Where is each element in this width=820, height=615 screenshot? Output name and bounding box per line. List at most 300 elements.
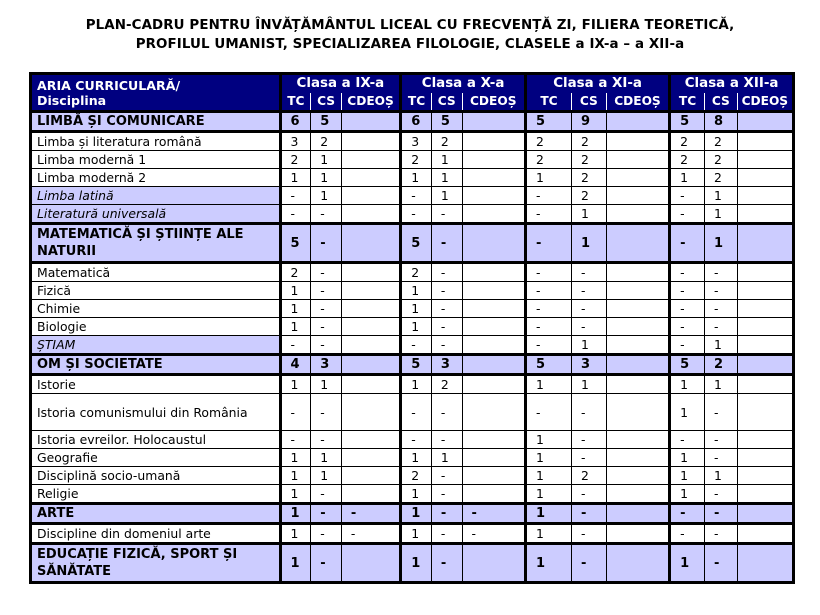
discipline-label: Literatură universală	[31, 205, 281, 224]
discipline-row	[31, 524, 794, 544]
discipline-row	[31, 318, 794, 336]
hours-cell: 5	[280, 224, 311, 263]
hours-cell: -	[280, 394, 311, 431]
hours-cell: -	[704, 524, 737, 544]
hours-cell: -	[704, 431, 737, 449]
hours-cell: 1	[280, 318, 311, 336]
hours-cell: -	[704, 485, 737, 504]
hours-cell	[462, 205, 525, 224]
hours-cell: -	[670, 282, 705, 300]
hours-cell: 2	[704, 151, 737, 169]
hours-cell: 2	[431, 132, 462, 151]
hours-cell: -	[311, 394, 342, 431]
hours-cell	[606, 485, 669, 504]
discipline-row	[31, 132, 794, 151]
hours-cell: 1	[311, 151, 342, 169]
hours-cell	[606, 467, 669, 485]
hours-cell: 1	[280, 282, 311, 300]
hours-cell: 1	[525, 449, 571, 467]
hours-cell	[737, 205, 793, 224]
hours-cell: -	[311, 300, 342, 318]
hours-cell: 1	[670, 449, 705, 467]
hours-cell	[462, 187, 525, 205]
hours-cell: -	[525, 224, 571, 263]
hours-cell: 1	[401, 504, 432, 524]
hours-cell	[606, 151, 669, 169]
hours-cell: 1	[401, 375, 432, 394]
title-line-1: PLAN-CADRU PENTRU ÎNVĂȚĂMÂNTUL LICEAL CU FRECVENȚĂ ZI, FILIERA TEORETICĂ,	[85, 18, 735, 33]
hours-cell: 2	[571, 169, 606, 187]
hours-cell: 2	[525, 151, 571, 169]
discipline-row	[31, 336, 794, 355]
hours-cell	[462, 132, 525, 151]
hours-cell: -	[670, 524, 705, 544]
hours-cell: -	[280, 187, 311, 205]
hours-cell	[606, 544, 669, 583]
hours-cell: 3	[311, 355, 342, 375]
hours-cell: -	[401, 394, 432, 431]
hours-cell: -	[571, 282, 606, 300]
hours-cell: 1	[311, 375, 342, 394]
hours-cell: 1	[401, 300, 432, 318]
hours-cell	[737, 524, 793, 544]
hours-cell: -	[431, 524, 462, 544]
hours-cell: -	[571, 263, 606, 282]
discipline-label: Biologie	[31, 318, 281, 336]
hours-cell: -	[525, 187, 571, 205]
hours-cell	[737, 318, 793, 336]
hours-cell: -	[704, 263, 737, 282]
hours-cell	[606, 300, 669, 318]
hours-cell	[737, 112, 793, 132]
curricular-area-label: MATEMATICĂ ȘI ȘTIINȚE ALE NATURII	[31, 224, 281, 263]
discipline-row	[31, 263, 794, 282]
discipline-label: Disciplină socio-umană	[31, 467, 281, 485]
hours-cell	[606, 282, 669, 300]
hours-cell: 2	[571, 187, 606, 205]
hours-cell: 5	[525, 355, 571, 375]
hours-cell	[341, 449, 400, 467]
hours-cell: -	[401, 205, 432, 224]
hours-cell: 1	[280, 524, 311, 544]
hours-cell	[737, 300, 793, 318]
hours-cell: -	[670, 336, 705, 355]
header-subcol-cdeoș: CDEOȘ	[462, 93, 525, 112]
discipline-row	[31, 375, 794, 394]
hours-cell: 1	[525, 467, 571, 485]
hours-cell: -	[571, 524, 606, 544]
hours-cell: 1	[431, 169, 462, 187]
hours-cell: 1	[401, 318, 432, 336]
curricular-area-row	[31, 504, 794, 524]
hours-cell	[341, 169, 400, 187]
hours-cell	[341, 300, 400, 318]
header-subcol-tc: TC	[401, 93, 432, 112]
hours-cell: -	[431, 394, 462, 431]
hours-cell	[737, 224, 793, 263]
hours-cell	[462, 282, 525, 300]
hours-cell	[737, 394, 793, 431]
hours-cell	[341, 355, 400, 375]
hours-cell	[606, 431, 669, 449]
hours-cell: 5	[670, 355, 705, 375]
discipline-label: Limba modernă 2	[31, 169, 281, 187]
hours-cell	[341, 394, 400, 431]
hours-cell: -	[431, 336, 462, 355]
hours-cell: -	[525, 318, 571, 336]
header-group-xi: Clasa a XI-a	[525, 74, 669, 94]
hours-cell	[606, 336, 669, 355]
hours-cell: 5	[311, 112, 342, 132]
hours-cell	[737, 467, 793, 485]
hours-cell: -	[462, 524, 525, 544]
hours-cell: 2	[401, 151, 432, 169]
header-aria: ARIA CURRICULARĂ/	[31, 74, 281, 94]
discipline-row	[31, 282, 794, 300]
hours-cell: 1	[704, 375, 737, 394]
hours-cell: 1	[670, 169, 705, 187]
discipline-label: Limba latină	[31, 187, 281, 205]
hours-cell: -	[280, 205, 311, 224]
hours-cell	[737, 282, 793, 300]
hours-cell: -	[431, 282, 462, 300]
hours-cell: -	[670, 318, 705, 336]
hours-cell: 1	[525, 544, 571, 583]
hours-cell: -	[431, 300, 462, 318]
hours-cell: -	[431, 205, 462, 224]
hours-cell: -	[670, 504, 705, 524]
hours-cell: 5	[670, 112, 705, 132]
hours-cell: -	[401, 187, 432, 205]
hours-cell: -	[525, 205, 571, 224]
discipline-label: Istoria evreilor. Holocaustul	[31, 431, 281, 449]
hours-cell	[737, 132, 793, 151]
hours-cell: -	[431, 263, 462, 282]
title-line-2: PROFILUL UMANIST, SPECIALIZAREA FILOLOGIE, CLASELE a IX-a – a XII-a	[135, 37, 685, 52]
hours-cell: 1	[704, 187, 737, 205]
hours-cell	[462, 544, 525, 583]
hours-cell: 1	[280, 375, 311, 394]
hours-cell: 1	[311, 187, 342, 205]
hours-cell: -	[571, 318, 606, 336]
hours-cell: 1	[571, 375, 606, 394]
header-subcol-cs: CS	[704, 93, 737, 112]
hours-cell	[462, 318, 525, 336]
hours-cell: -	[280, 431, 311, 449]
hours-cell: 4	[280, 355, 311, 375]
hours-cell	[737, 449, 793, 467]
hours-cell: -	[431, 544, 462, 583]
hours-cell	[341, 132, 400, 151]
discipline-label: Fizică	[31, 282, 281, 300]
hours-cell	[462, 151, 525, 169]
hours-cell: 2	[280, 263, 311, 282]
hours-cell: -	[341, 504, 400, 524]
hours-cell: -	[571, 485, 606, 504]
hours-cell: -	[462, 504, 525, 524]
hours-cell: -	[311, 524, 342, 544]
discipline-row	[31, 394, 794, 431]
curricular-area-label: LIMBĂ ȘI COMUNICARE	[31, 112, 281, 132]
hours-cell: -	[311, 263, 342, 282]
hours-cell: 9	[571, 112, 606, 132]
header-subcol-tc: TC	[280, 93, 311, 112]
hours-cell: 3	[280, 132, 311, 151]
hours-cell: 1	[525, 169, 571, 187]
discipline-label: Religie	[31, 485, 281, 504]
header-subcol-tc: TC	[670, 93, 705, 112]
curricular-area-label: OM ȘI SOCIETATE	[31, 355, 281, 375]
hours-cell: 2	[670, 151, 705, 169]
hours-cell: 2	[571, 132, 606, 151]
hours-cell: -	[571, 431, 606, 449]
hours-cell	[462, 467, 525, 485]
hours-cell: -	[670, 300, 705, 318]
hours-cell: -	[704, 504, 737, 524]
header-subcol-tc: TC	[525, 93, 571, 112]
hours-cell: 1	[401, 169, 432, 187]
hours-cell	[462, 169, 525, 187]
curricular-area-row	[31, 112, 794, 132]
hours-cell: -	[311, 431, 342, 449]
hours-cell	[462, 394, 525, 431]
hours-cell: 2	[311, 132, 342, 151]
hours-cell: -	[311, 504, 342, 524]
header-subcol-cs: CS	[311, 93, 342, 112]
hours-cell: 3	[431, 355, 462, 375]
discipline-row	[31, 151, 794, 169]
page-title	[0, 16, 820, 54]
hours-cell: 6	[401, 112, 432, 132]
hours-cell: 2	[431, 375, 462, 394]
hours-cell	[462, 224, 525, 263]
header-group-xii: Clasa a XII-a	[670, 74, 794, 94]
hours-cell: 1	[280, 544, 311, 583]
hours-cell: 1	[525, 431, 571, 449]
curricular-area-row	[31, 355, 794, 375]
hours-cell: 8	[704, 112, 737, 132]
hours-cell: 1	[280, 449, 311, 467]
discipline-row	[31, 169, 794, 187]
discipline-row	[31, 467, 794, 485]
hours-cell: 2	[280, 151, 311, 169]
hours-cell: -	[571, 449, 606, 467]
hours-cell: -	[431, 224, 462, 263]
hours-cell: -	[670, 205, 705, 224]
hours-cell: 2	[704, 169, 737, 187]
hours-cell: -	[670, 224, 705, 263]
hours-cell	[606, 355, 669, 375]
hours-cell	[606, 169, 669, 187]
hours-cell: 1	[525, 485, 571, 504]
hours-cell: 1	[704, 205, 737, 224]
hours-cell: -	[431, 318, 462, 336]
hours-cell	[606, 524, 669, 544]
discipline-label: Limba și literatura română	[31, 132, 281, 151]
hours-cell: 1	[311, 449, 342, 467]
hours-cell: 1	[280, 169, 311, 187]
hours-cell: 1	[704, 467, 737, 485]
hours-cell: 5	[525, 112, 571, 132]
hours-cell: 1	[525, 375, 571, 394]
discipline-row	[31, 431, 794, 449]
hours-cell: -	[704, 300, 737, 318]
hours-cell	[737, 336, 793, 355]
hours-cell: -	[670, 431, 705, 449]
header-row-subcols	[31, 93, 794, 112]
hours-cell: 1	[311, 467, 342, 485]
header-group-x: Clasa a X-a	[401, 74, 526, 94]
hours-cell: 2	[704, 132, 737, 151]
hours-cell	[737, 187, 793, 205]
hours-cell	[462, 263, 525, 282]
hours-cell: 1	[431, 449, 462, 467]
hours-cell	[606, 394, 669, 431]
hours-cell: 1	[525, 504, 571, 524]
hours-cell	[737, 544, 793, 583]
hours-cell: -	[431, 504, 462, 524]
hours-cell: 1	[401, 485, 432, 504]
hours-cell	[737, 263, 793, 282]
hours-cell	[606, 449, 669, 467]
hours-cell	[341, 544, 400, 583]
hours-cell: 1	[704, 336, 737, 355]
hours-cell	[462, 431, 525, 449]
hours-cell: -	[704, 282, 737, 300]
hours-cell	[606, 205, 669, 224]
discipline-label: Istorie	[31, 375, 281, 394]
hours-cell: 1	[401, 449, 432, 467]
hours-cell	[341, 263, 400, 282]
hours-cell: 3	[571, 355, 606, 375]
hours-cell: 2	[571, 151, 606, 169]
hours-cell: 1	[571, 336, 606, 355]
hours-cell: 1	[280, 300, 311, 318]
header-subcol-cs: CS	[431, 93, 462, 112]
curriculum-table	[29, 72, 795, 584]
hours-cell: -	[311, 318, 342, 336]
hours-cell: -	[571, 300, 606, 318]
hours-cell	[341, 318, 400, 336]
curricular-area-row	[31, 224, 794, 263]
hours-cell: -	[525, 300, 571, 318]
hours-cell: -	[401, 431, 432, 449]
hours-cell: 1	[670, 394, 705, 431]
discipline-row	[31, 205, 794, 224]
hours-cell	[606, 224, 669, 263]
curricular-area-label: ARTE	[31, 504, 281, 524]
hours-cell	[462, 300, 525, 318]
hours-cell	[462, 449, 525, 467]
hours-cell: 5	[431, 112, 462, 132]
hours-cell: -	[311, 336, 342, 355]
hours-cell: -	[525, 282, 571, 300]
hours-cell: 1	[431, 187, 462, 205]
header-group-ix: Clasa a IX-a	[280, 74, 401, 94]
hours-cell: -	[311, 544, 342, 583]
hours-cell	[737, 504, 793, 524]
hours-cell: -	[704, 449, 737, 467]
hours-cell	[341, 375, 400, 394]
hours-cell: -	[704, 394, 737, 431]
hours-cell	[606, 132, 669, 151]
curricular-area-label: EDUCAȚIE FIZICĂ, SPORT ȘI SĂNĂTATE	[31, 544, 281, 583]
hours-cell: 1	[311, 169, 342, 187]
hours-cell: 5	[401, 224, 432, 263]
hours-cell: 3	[401, 132, 432, 151]
hours-cell: -	[670, 263, 705, 282]
hours-cell	[606, 263, 669, 282]
hours-cell: -	[525, 263, 571, 282]
hours-cell	[737, 355, 793, 375]
hours-cell	[462, 336, 525, 355]
hours-cell: 1	[280, 504, 311, 524]
hours-cell	[341, 112, 400, 132]
discipline-label: Matematică	[31, 263, 281, 282]
hours-cell: 1	[431, 151, 462, 169]
hours-cell: 2	[401, 467, 432, 485]
hours-cell	[737, 151, 793, 169]
hours-cell: 1	[280, 467, 311, 485]
hours-cell	[462, 375, 525, 394]
discipline-row	[31, 449, 794, 467]
hours-cell	[737, 431, 793, 449]
hours-cell: -	[431, 485, 462, 504]
hours-cell: 1	[401, 282, 432, 300]
hours-cell	[341, 485, 400, 504]
hours-cell: -	[431, 431, 462, 449]
discipline-row	[31, 187, 794, 205]
hours-cell	[606, 318, 669, 336]
hours-cell: 6	[280, 112, 311, 132]
hours-cell: 1	[670, 375, 705, 394]
discipline-label: Geografie	[31, 449, 281, 467]
header-row-groups	[31, 74, 794, 94]
hours-cell: 2	[704, 355, 737, 375]
hours-cell: 2	[525, 132, 571, 151]
hours-cell: 1	[571, 205, 606, 224]
hours-cell	[341, 205, 400, 224]
discipline-label: Discipline din domeniul arte	[31, 524, 281, 544]
hours-cell	[737, 375, 793, 394]
hours-cell: 5	[401, 355, 432, 375]
header-subcol-cdeoș: CDEOȘ	[341, 93, 400, 112]
hours-cell: 1	[280, 485, 311, 504]
hours-cell	[341, 431, 400, 449]
hours-cell: -	[525, 336, 571, 355]
hours-cell	[606, 187, 669, 205]
hours-cell: -	[341, 524, 400, 544]
hours-cell: -	[401, 336, 432, 355]
hours-cell: -	[571, 504, 606, 524]
header-subcol-cdeoș: CDEOȘ	[606, 93, 669, 112]
hours-cell: 1	[525, 524, 571, 544]
hours-cell: -	[704, 318, 737, 336]
hours-cell: 1	[670, 485, 705, 504]
hours-cell: 1	[670, 544, 705, 583]
hours-cell	[737, 485, 793, 504]
hours-cell: -	[431, 467, 462, 485]
hours-cell: -	[280, 336, 311, 355]
hours-cell	[341, 224, 400, 263]
hours-cell: -	[670, 187, 705, 205]
hours-cell: -	[571, 544, 606, 583]
hours-cell	[341, 336, 400, 355]
hours-cell: -	[525, 394, 571, 431]
discipline-label: Chimie	[31, 300, 281, 318]
hours-cell	[462, 355, 525, 375]
hours-cell: 1	[571, 224, 606, 263]
